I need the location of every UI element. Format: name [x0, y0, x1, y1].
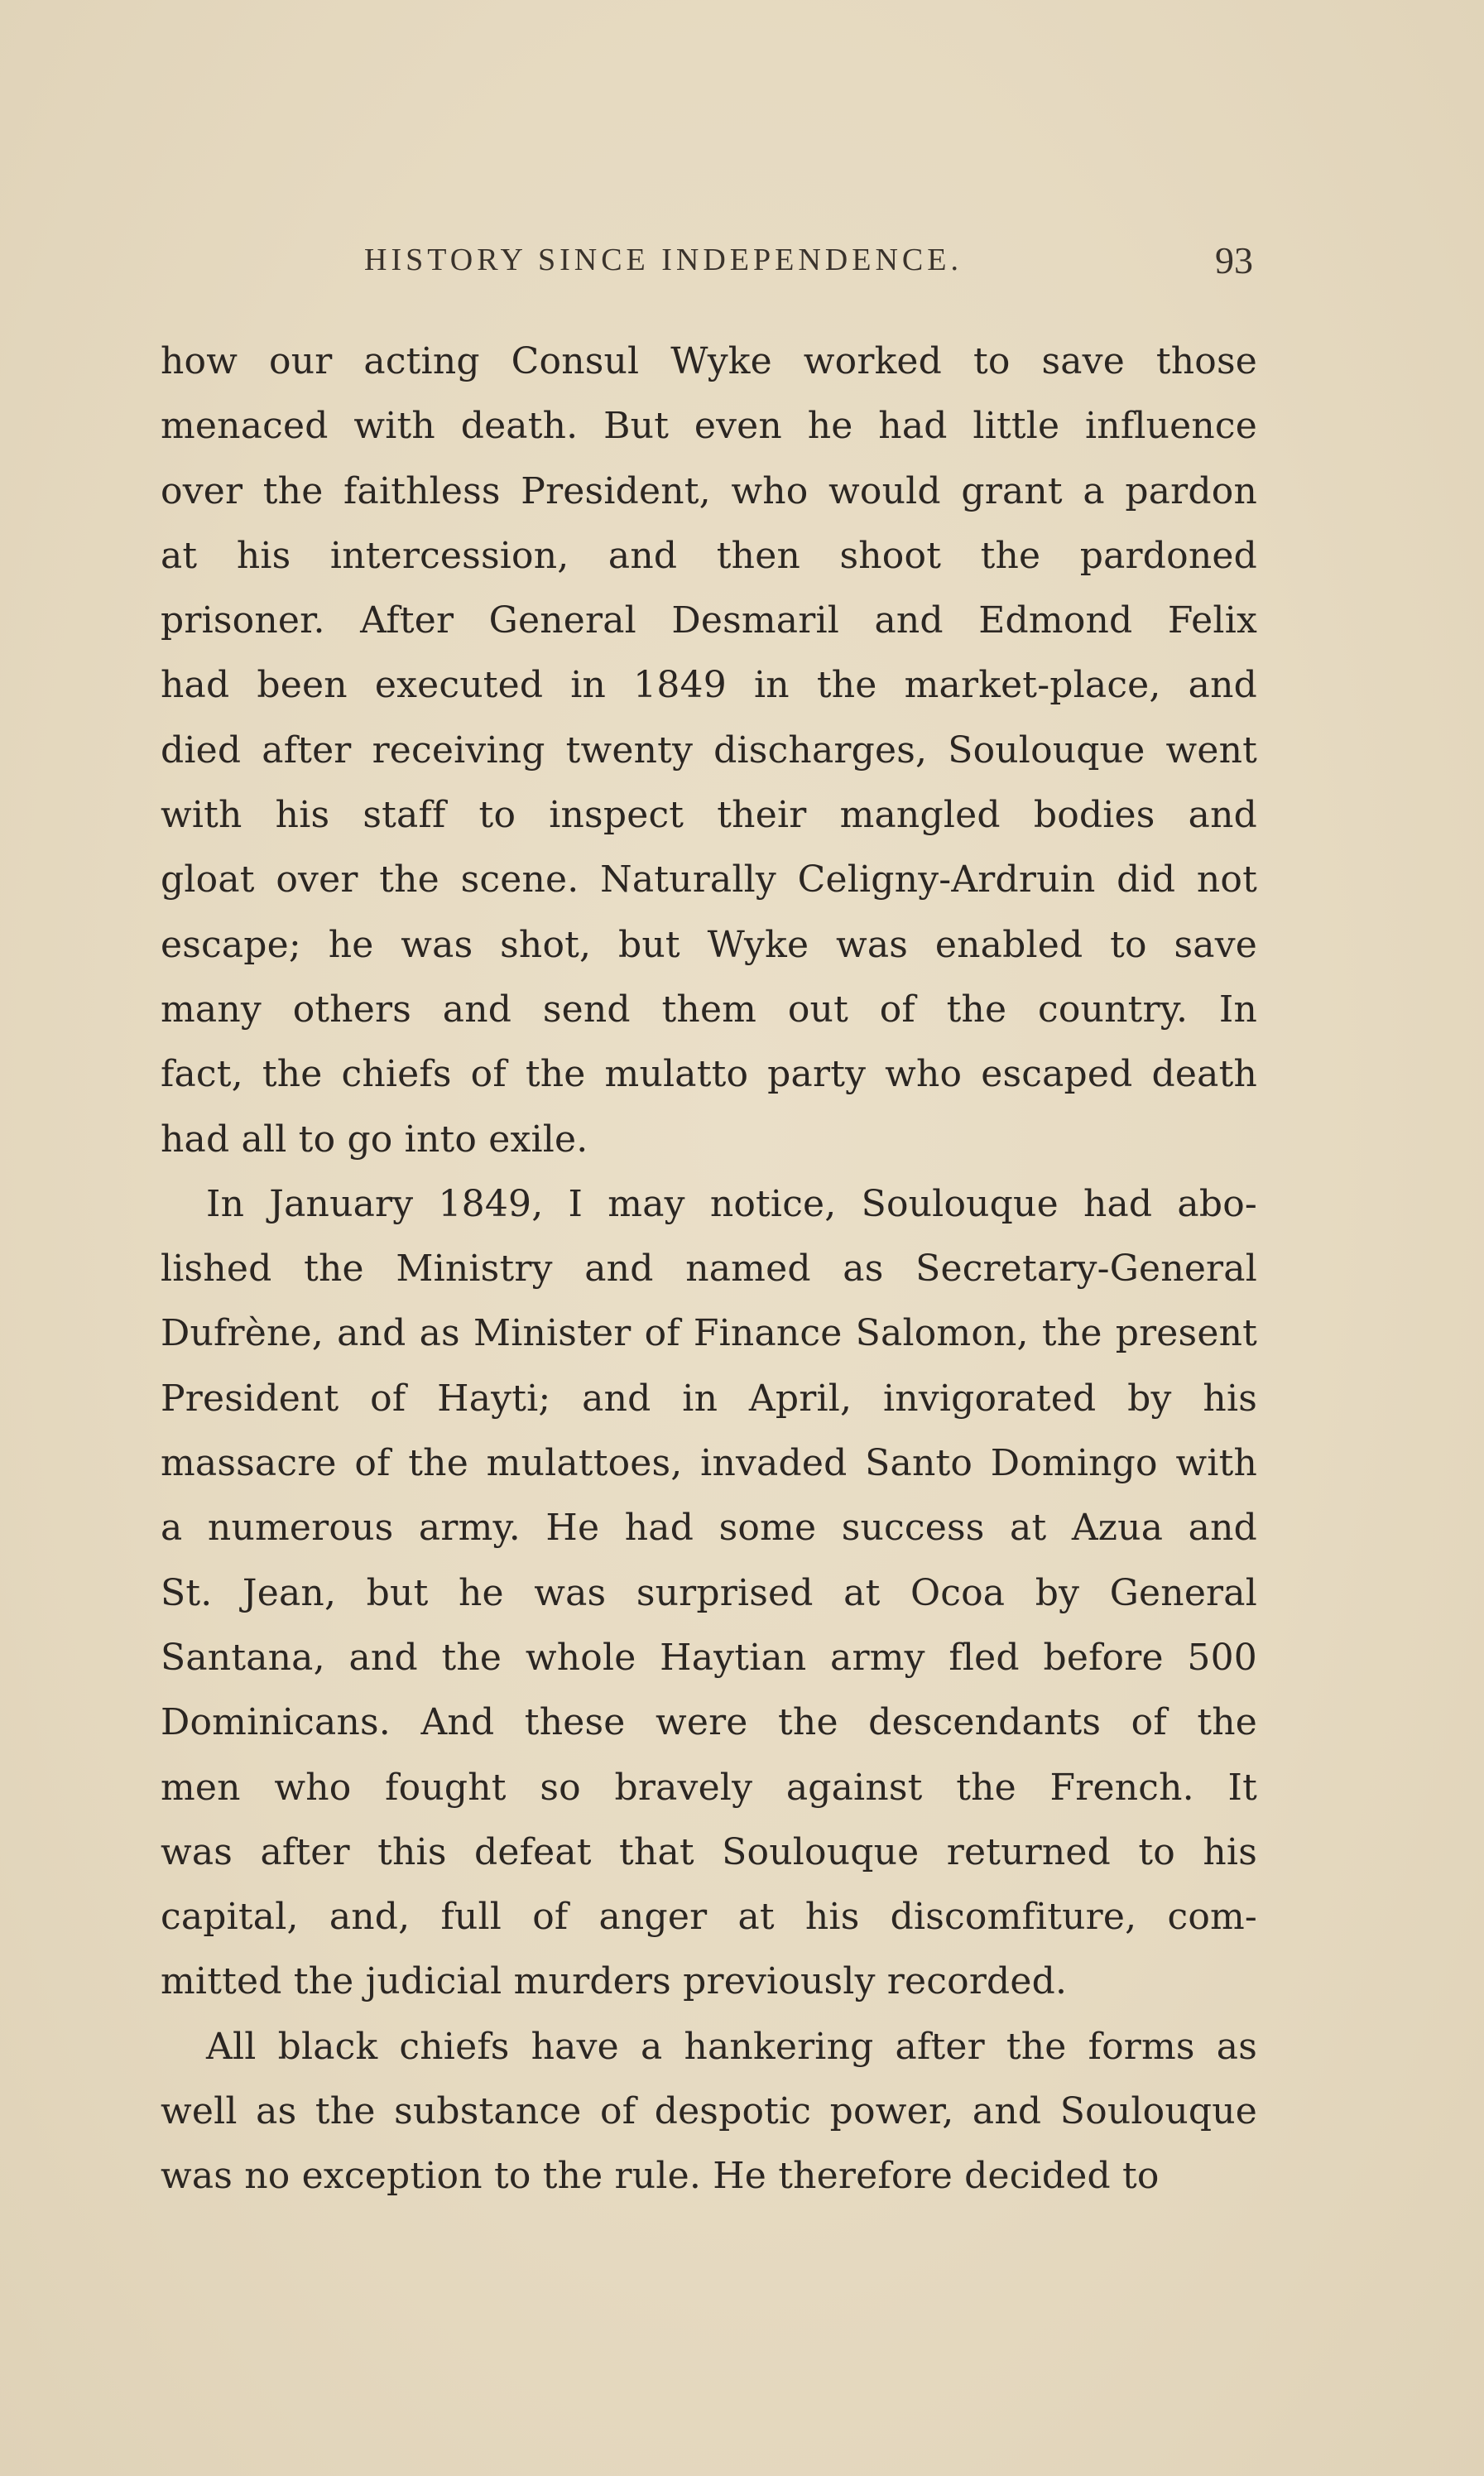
text-line: capital, and, full of anger at his discomfiture, com- [161, 1896, 1257, 1939]
text-line: had all to go into exile. [161, 1118, 588, 1161]
text-line: was no exception to the rule. He therefore decided to [161, 2155, 1160, 2198]
text-line: at his intercession, and then shoot the pardoned [161, 534, 1257, 577]
text-line: men who fought so bravely against the French. It [161, 1766, 1257, 1809]
text-line: Dufrène, and as Minister of Finance Salomon, the present [161, 1312, 1257, 1355]
text-line: well as the substance of despotic power, and Soulouque [161, 2090, 1257, 2133]
text-line: a numerous army. He had some success at Azua and [161, 1507, 1257, 1550]
text-line: how our acting Consul Wyke worked to save those [161, 340, 1257, 382]
text-line: with his staff to inspect their mangled bodies and [161, 794, 1257, 837]
running-head [0, 238, 1484, 288]
text-line: many others and send them out of the country. In [161, 988, 1257, 1031]
text-line: prisoner. After General Desmaril and Edmond Felix [161, 599, 1257, 642]
text-line: was after this defeat that Soulouque returned to his [161, 1830, 1257, 1873]
text-line: mitted the judicial murders previously recorded. [161, 1960, 1068, 2003]
running-title: HISTORY SINCE INDEPENDENCE. [364, 243, 963, 277]
text-line: massacre of the mulattoes, invaded Santo Domingo with [161, 1442, 1257, 1485]
text-line: menaced with death. But even he had little influence [161, 405, 1257, 448]
paragraph [161, 329, 1257, 1172]
text-line: gloat over the scene. Naturally Celigny-Ardruin did not [161, 858, 1257, 901]
text-line: In January 1849, I may notice, Soulouque had abo- [206, 1182, 1257, 1225]
text-line: lished the Ministry and named as Secretary-General [161, 1248, 1257, 1291]
page-number: 93 [1215, 239, 1253, 281]
text-line: escape; he was shot, but Wyke was enabled to save [161, 923, 1257, 966]
text-line: died after receiving twenty discharges, Soulouque went [161, 728, 1257, 772]
text-line: had been executed in 1849 in the market-place, and [161, 664, 1257, 707]
paragraph [161, 2015, 1257, 2209]
text-line: over the faithless President, who would grant a pardon [161, 469, 1257, 512]
text-line: President of Hayti; and in April, invigorated by his [161, 1377, 1257, 1420]
text-line: All black chiefs have a hankering after the forms as [206, 2025, 1257, 2068]
body-text [161, 329, 1257, 2209]
text-line: Santana, and the whole Haytian army fled before 500 [161, 1636, 1257, 1679]
paragraph [161, 1172, 1257, 2015]
text-line: St. Jean, but he was surprised at Ocoa by General [161, 1571, 1257, 1614]
text-line: Dominicans. And these were the descendants of the [161, 1701, 1257, 1744]
text-line: fact, the chiefs of the mulatto party who escaped death [161, 1053, 1257, 1096]
